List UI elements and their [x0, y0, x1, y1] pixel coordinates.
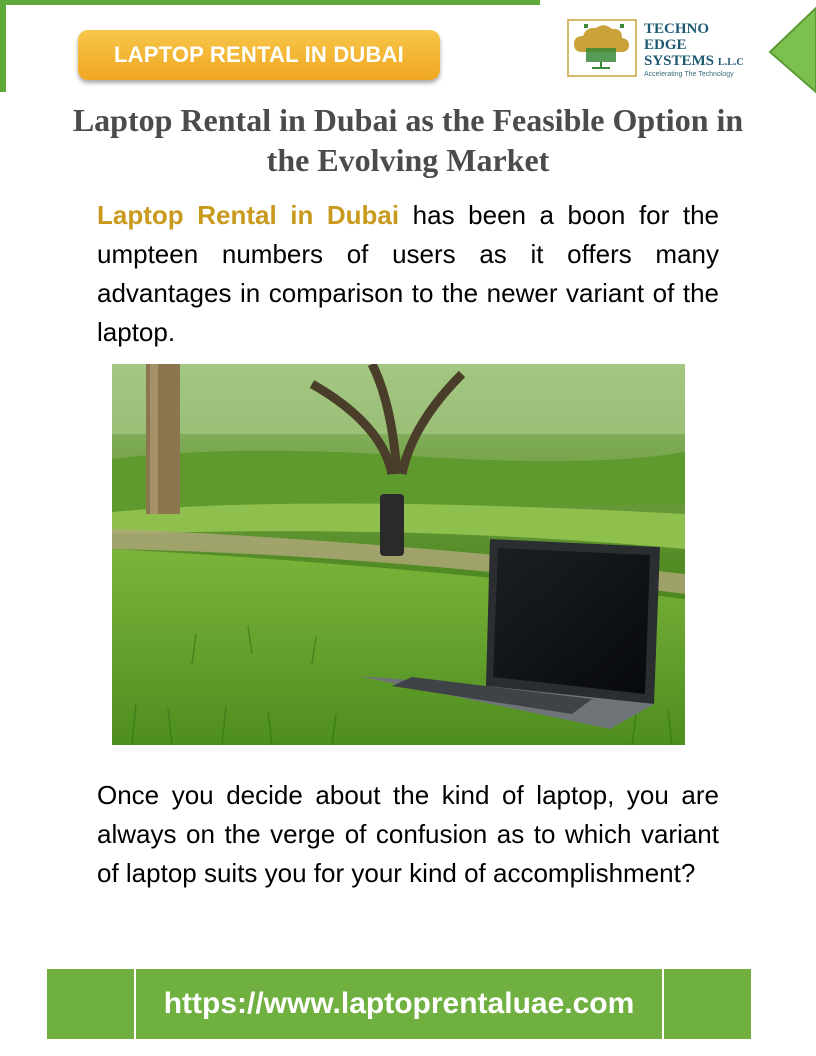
- footer-right-block: [664, 969, 751, 1039]
- laptop-rental-link[interactable]: Laptop Rental in Dubai: [97, 200, 400, 230]
- laptop-on-grass-photo: [112, 364, 685, 745]
- intro-paragraph-text: has been a boon for the umpteen numbers of users as it offers many advantages in comparison to the newer variant of the laptop.: [97, 200, 719, 347]
- left-frame-bar: [0, 0, 6, 92]
- logo-text-line1: TECHNO: [644, 21, 710, 37]
- logo-llc: L.L.C: [718, 57, 744, 68]
- followup-paragraph: Once you decide about the kind of laptop, you are always on the verge of confusion as to which variant of laptop suits you for your kind of accomplishment?: [97, 780, 719, 888]
- intro-paragraph: [97, 196, 719, 352]
- website-url-link[interactable]: https://www.laptoprentaluae.com: [136, 969, 662, 1039]
- top-frame-bar: [0, 0, 540, 5]
- article-title: Laptop Rental in Dubai as the Feasible Option in the Evolving Market: [72, 102, 744, 178]
- company-logo[interactable]: [566, 18, 776, 82]
- section-tag: LAPTOP RENTAL IN DUBAI: [78, 30, 440, 80]
- cloud-computer-logo-icon: [566, 18, 638, 78]
- footer-left-block: [47, 969, 134, 1039]
- logo-systems: SYSTEMS: [644, 53, 715, 69]
- logo-text-line2: EDGE: [644, 37, 687, 53]
- logo-tagline: Accelerating The Technology: [644, 71, 734, 78]
- logo-text-line3: [644, 54, 744, 70]
